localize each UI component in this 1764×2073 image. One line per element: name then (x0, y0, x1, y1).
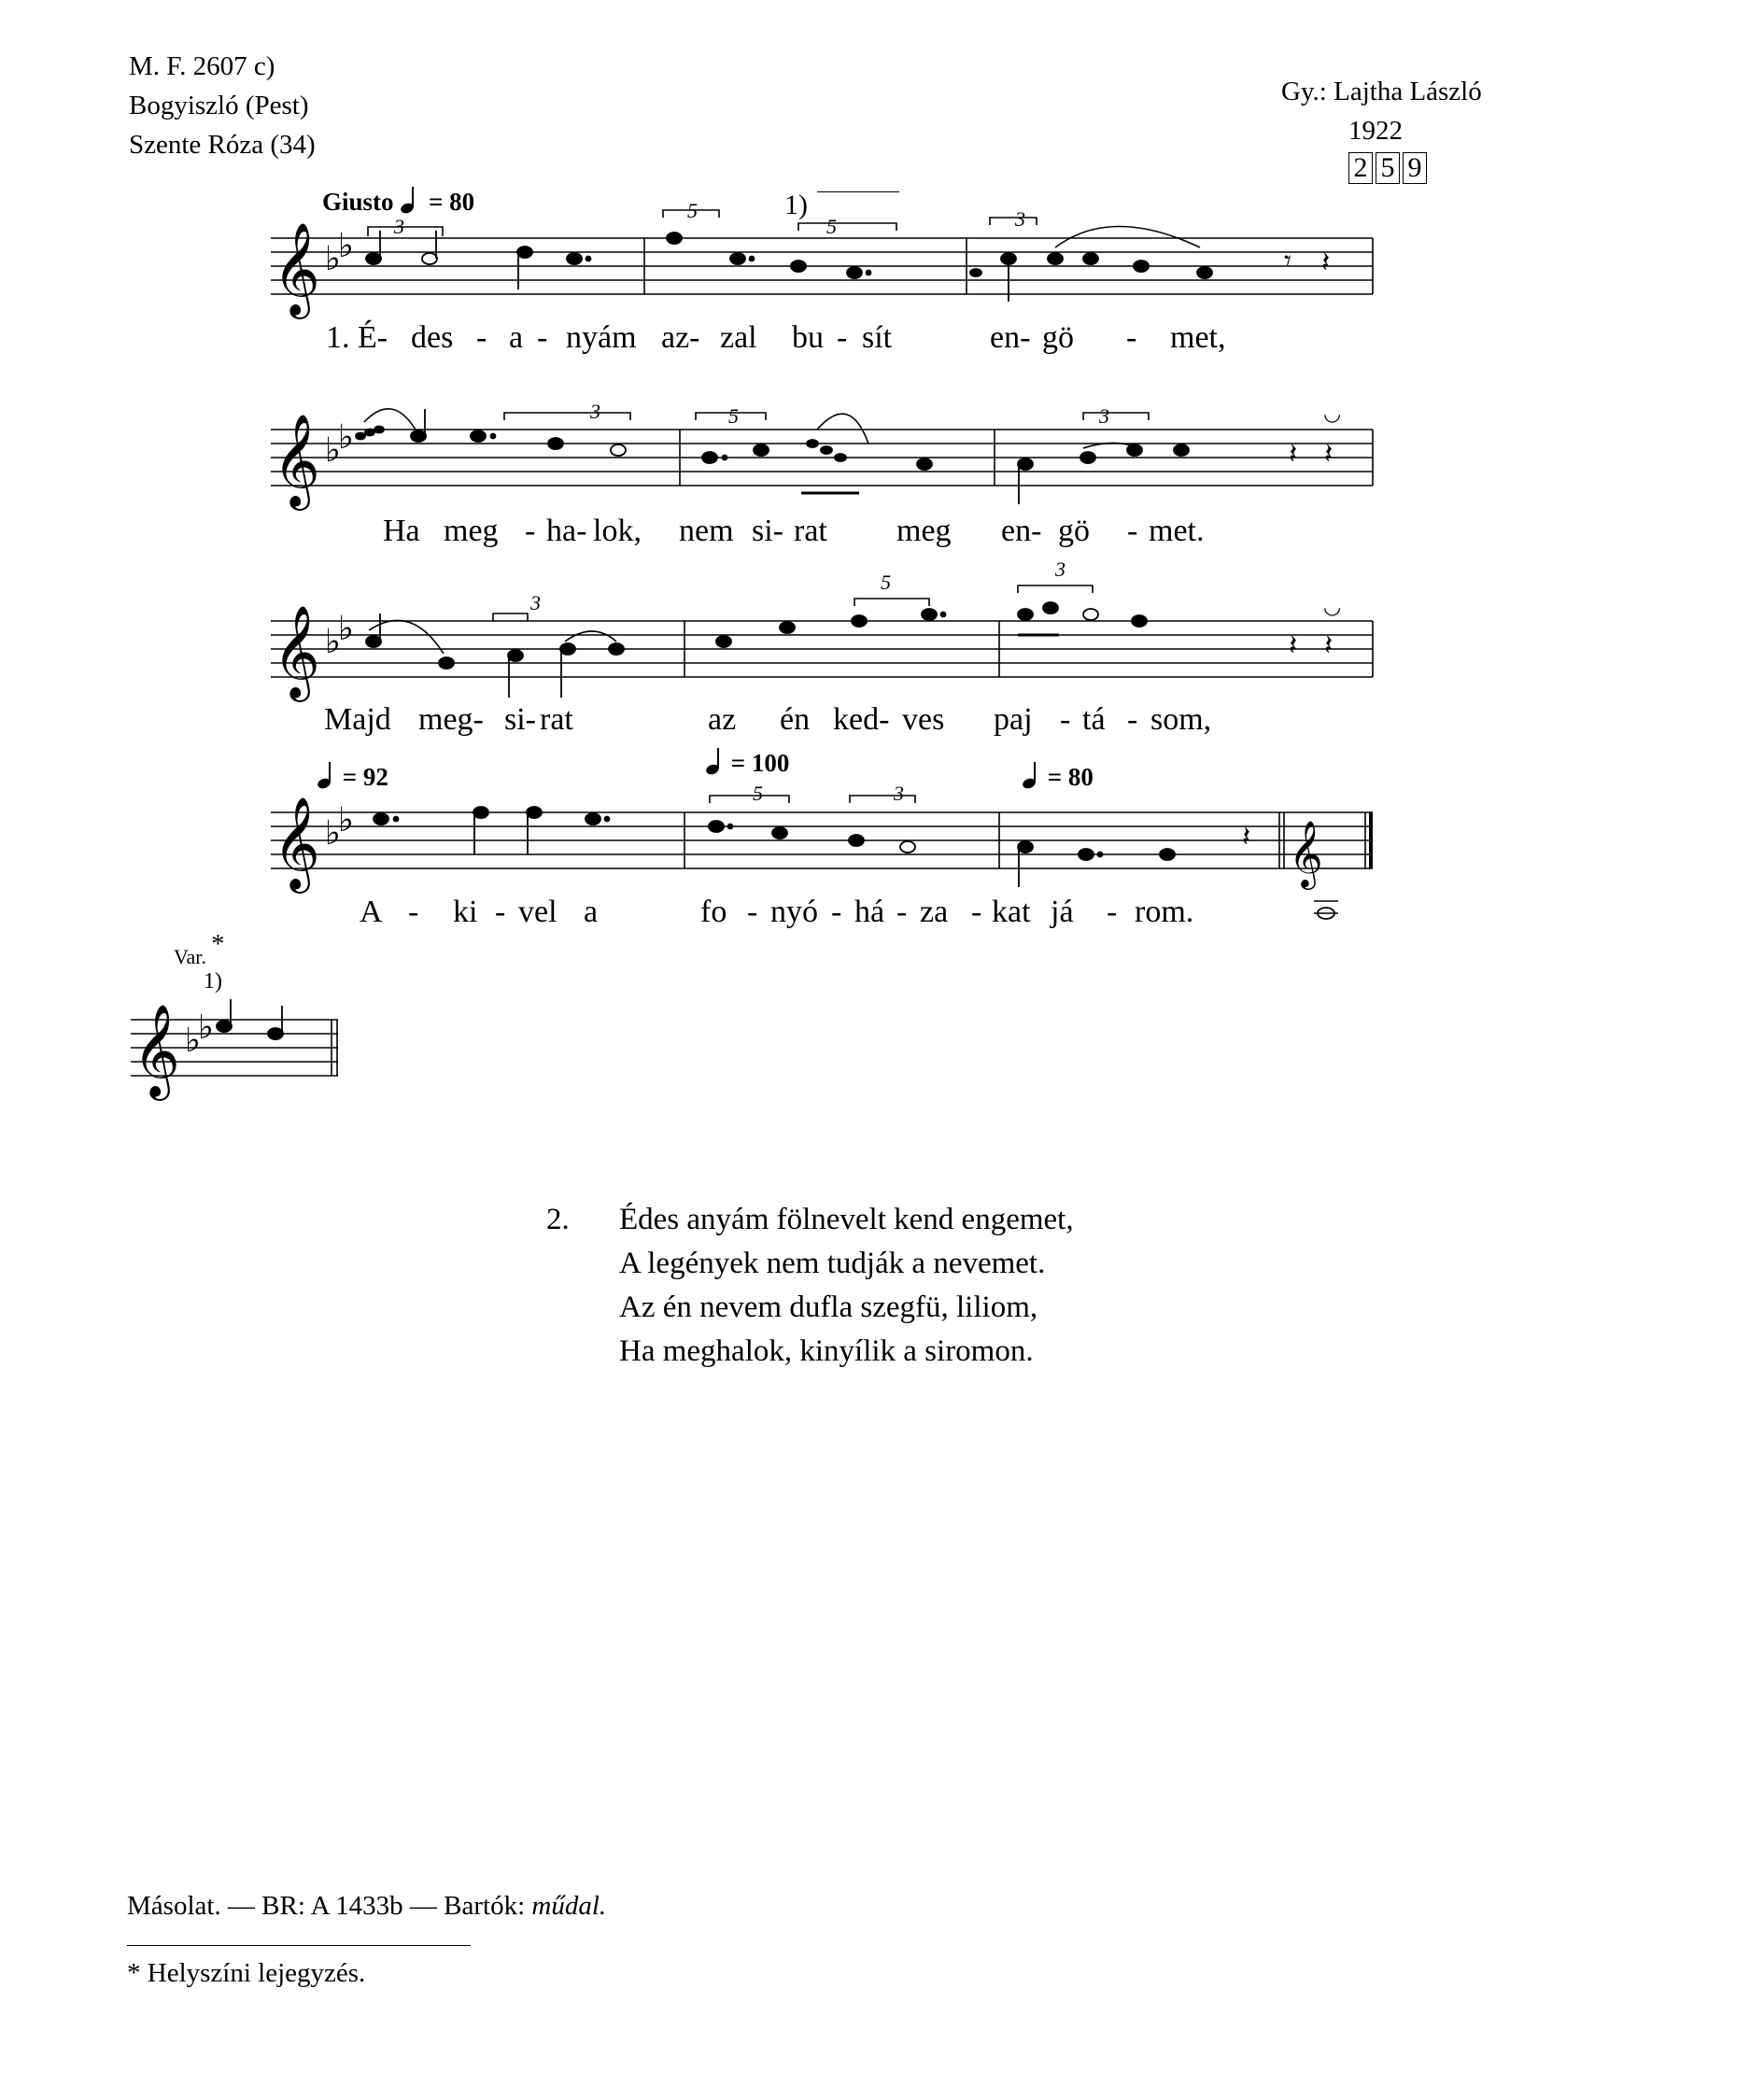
lyric-syllable: az- (661, 320, 700, 355)
lyric-syllable: Majd (324, 702, 391, 737)
flat-icon: ♭ (325, 623, 341, 661)
lyric-syllable: - (1060, 702, 1071, 737)
tuplet-number: 5 (881, 571, 891, 594)
singer: Szente Róza (34) (129, 130, 316, 160)
lyric-syllable: - (1127, 702, 1138, 737)
variant-marker: 1) (204, 969, 222, 994)
flat-icon: ♭ (325, 814, 341, 853)
lyric-syllable: - (495, 895, 506, 929)
tuplet-number: 5 (826, 215, 837, 238)
source-note: Másolat. — BR: A 1433b — Bartók: műdal. (127, 1891, 607, 1921)
lyric-syllable: a (509, 320, 524, 355)
staff-system-4 (271, 784, 1391, 906)
flat-icon: ♭ (185, 1022, 201, 1060)
footnote-marker: 1) (784, 190, 808, 220)
lyric-syllable: - (1126, 320, 1137, 355)
lyric-syllable: - (1107, 895, 1118, 929)
flat-icon: ♭ (338, 227, 354, 265)
stanza-line: Az én nevem dufla szegfü, liliom, (619, 1290, 1038, 1324)
lyrics-line-2 (0, 514, 1764, 556)
lyric-syllable: a (584, 895, 599, 929)
quarter-note-icon (706, 747, 725, 775)
lyric-syllable: az (708, 702, 737, 737)
tempo-giusto: Giusto = 80 (322, 188, 475, 216)
stanza-line: Édes anyám fölnevelt kend engemet, (619, 1203, 1074, 1236)
lyric-syllable: A (360, 895, 383, 929)
lyric-syllable: - (837, 320, 848, 355)
tempo-change-92: = 92 (318, 761, 388, 792)
lyric-syllable: en- (990, 320, 1031, 355)
fermata-icon: ◡ (1323, 402, 1342, 425)
tuplet-number: 5 (753, 782, 763, 805)
lyric-syllable: - (537, 320, 548, 355)
lyric-syllable: som, (1150, 702, 1212, 737)
lyrics-line-1 (0, 320, 1764, 362)
rest-icon: 𝄾 (1284, 246, 1291, 276)
footnote-bracket (817, 191, 899, 192)
fermata-icon: ◡ (1323, 595, 1342, 618)
tuplet-number: 3 (590, 400, 600, 423)
flat-icon: ♭ (338, 801, 354, 839)
village: Bogyiszló (Pest) (129, 91, 309, 120)
lyric-syllable: meg (444, 514, 499, 548)
tempo-change-80: = 80 (1023, 761, 1094, 792)
catalog-digit: 2 (1348, 152, 1373, 184)
lyric-syllable: meg- (418, 702, 484, 737)
lyric-syllable: met. (1149, 514, 1205, 548)
lyric-syllable: gö (1042, 320, 1074, 355)
rest-icon: 𝄽 (1324, 630, 1334, 661)
rest-icon: 𝄽 (1289, 439, 1298, 470)
footnote: * Helyszíni lejegyzés. (127, 1958, 366, 1988)
tuplet-number: 3 (1099, 404, 1109, 428)
tuplet-number: 3 (894, 782, 904, 805)
staff-system-2 (271, 402, 1391, 523)
treble-clef-icon: 𝄞 (133, 1004, 180, 1097)
flat-icon: ♭ (198, 1008, 214, 1047)
lyric-syllable: des (411, 320, 454, 355)
treble-clef-icon: 𝄞 (273, 605, 320, 698)
rest-icon: 𝄽 (1242, 822, 1251, 853)
lyric-syllable: - (747, 895, 758, 929)
lyric-syllable: rat (540, 702, 573, 737)
lyric-syllable: - (525, 514, 536, 548)
stanza-number: 2. (546, 1203, 570, 1236)
tuplet-number: 3 (394, 215, 404, 238)
staff-system-3 (271, 593, 1391, 714)
treble-clef-icon: 𝄞 (1289, 819, 1323, 887)
flat-icon: ♭ (325, 240, 341, 278)
lyric-syllable: nyó (770, 895, 818, 929)
lyric-syllable: lok, (593, 514, 642, 548)
treble-clef-icon: 𝄞 (273, 222, 320, 316)
lyric-syllable: ha- (546, 514, 587, 548)
lyric-syllable: én (780, 702, 811, 737)
flat-icon: ♭ (338, 610, 354, 648)
lyric-syllable: nem (679, 514, 734, 548)
lyric-syllable: zal (720, 320, 757, 355)
lyric-syllable: ked- (833, 702, 890, 737)
lyric-syllable: Ha (383, 514, 420, 548)
catalog-digit: 9 (1403, 152, 1427, 184)
lyric-syllable: vel (518, 895, 557, 929)
lyric-syllable: ki (453, 895, 478, 929)
lyric-syllable: - (408, 895, 419, 929)
lyric-syllable: si- (752, 514, 783, 548)
stanza-line: A legények nem tudják a nevemet. (619, 1247, 1046, 1280)
lyric-syllable: - (971, 895, 982, 929)
lyric-syllable: fo (700, 895, 727, 929)
source-info (129, 47, 316, 164)
stanza-text (619, 1198, 1074, 1374)
variant-staff (131, 992, 346, 1097)
flat-icon: ♭ (325, 431, 341, 470)
rest-icon: 𝄽 (1321, 247, 1331, 278)
tuplet-number: 3 (1055, 557, 1065, 581)
lyric-syllable: há (854, 895, 885, 929)
lyric-syllable: 1. É- (326, 320, 388, 355)
tempo-change-100: = 100 (706, 747, 789, 778)
lyric-syllable: - (831, 895, 842, 929)
tuplet-number: 3 (1015, 207, 1025, 231)
treble-clef-icon: 𝄞 (273, 797, 320, 890)
lyric-syllable: bu (792, 320, 824, 355)
flat-icon: ♭ (338, 418, 354, 457)
tuplet-number: 3 (530, 591, 541, 614)
lyric-syllable: kat (992, 895, 1031, 929)
lyric-syllable: paj (994, 702, 1033, 737)
rest-icon: 𝄽 (1289, 630, 1298, 661)
lyrics-line-4 (0, 895, 1764, 937)
tuplet-number: 5 (687, 199, 698, 222)
lyric-syllable: en- (1001, 514, 1042, 548)
lyric-syllable: tá (1082, 702, 1106, 737)
lyric-syllable: si- (504, 702, 536, 737)
lyric-syllable: - (1127, 514, 1138, 548)
lyric-syllable: - (896, 895, 908, 929)
rest-icon: 𝄽 (1324, 439, 1334, 470)
lyric-syllable: gö (1058, 514, 1090, 548)
lyric-syllable: nyám (566, 320, 637, 355)
lyric-syllable: já (1051, 895, 1074, 929)
variant-label: Var. * (174, 930, 225, 968)
catalog-number (1348, 152, 1430, 184)
lyric-syllable: sít (862, 320, 893, 355)
lyric-syllable: rom. (1135, 895, 1194, 929)
tuplet-number: 5 (728, 404, 739, 428)
lyric-syllable: met, (1170, 320, 1226, 355)
footnote-divider (127, 1945, 471, 1946)
lyrics-line-3 (0, 702, 1764, 744)
lyric-syllable: rat (794, 514, 827, 548)
lyric-syllable: ves (902, 702, 945, 737)
collector: Gy.: Lajtha László (1281, 77, 1482, 106)
archive-number: M. F. 2607 c) (129, 51, 275, 81)
lyric-syllable: za (920, 895, 949, 929)
catalog-digit: 5 (1376, 152, 1400, 184)
lyric-syllable: meg (896, 514, 952, 548)
treble-clef-icon: 𝄞 (273, 414, 320, 507)
year: 1922 (1348, 116, 1403, 146)
stanza-line: Ha meghalok, kinyílik a siromon. (619, 1334, 1034, 1368)
lyric-syllable: - (476, 320, 487, 355)
